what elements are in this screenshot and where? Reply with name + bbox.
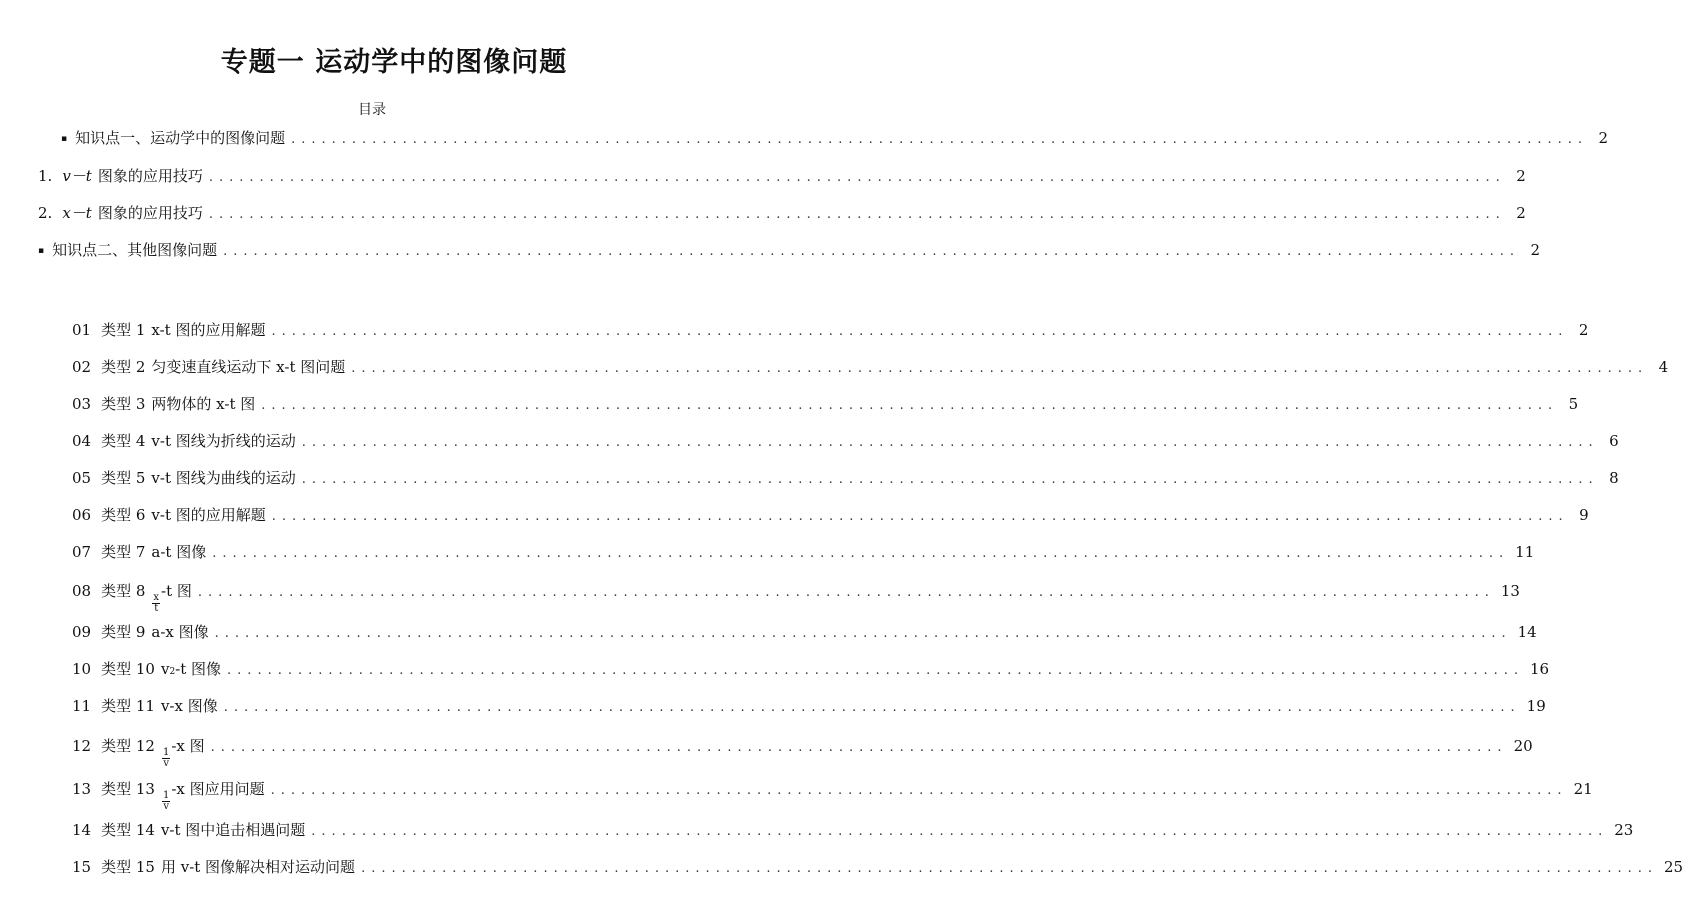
page-number: 2 [1530, 241, 1541, 259]
entry-type: 类型 1 [101, 321, 146, 339]
page-number: 23 [1614, 821, 1634, 839]
entry-number: 09 [72, 623, 92, 641]
toc-entry-text: -x 图 [171, 737, 205, 755]
entry-type: 类型 7 [101, 543, 146, 561]
toc-entry-text: v-t 图线为折线的运动 [151, 432, 296, 450]
toc-entry-text: -t 图 [161, 582, 192, 600]
dot-leader: ................................................................................................................................ [210, 740, 1508, 755]
page-number: 16 [1529, 660, 1550, 678]
toc-entry-knowledge-2[interactable] [38, 240, 1541, 263]
entry-type: 类型 13 [101, 780, 155, 798]
entry-number: 15 [72, 858, 92, 876]
toc-entry-type-09[interactable] [72, 622, 1537, 644]
entry-number: 10 [72, 660, 92, 678]
page-number: 11 [1515, 543, 1535, 561]
dot-leader: ................................................................................................................................ [223, 244, 1521, 259]
entry-number: 02 [72, 358, 92, 376]
page-number: 13 [1500, 582, 1520, 600]
toc-entry-text: 两物体的 x-t 图 [151, 395, 256, 413]
toc-entry-type-05[interactable] [72, 468, 1619, 490]
fraction-numerator: 1 [162, 747, 170, 758]
toc-entry-text: 图象的应用技巧 [97, 204, 203, 222]
toc-entry-xt-tips[interactable] [38, 203, 1526, 225]
page-number: 4 [1658, 358, 1669, 376]
entry-number: 14 [72, 821, 92, 839]
entry-type: 类型 12 [101, 737, 155, 755]
toc-entry-text: -t 图像 [175, 660, 222, 678]
toc-entry-text: x-t 图的应用解题 [151, 321, 266, 339]
entry-type: 类型 3 [101, 395, 146, 413]
toc-entry-vt-tips[interactable] [38, 166, 1526, 188]
toc-entry-text: 用 v-t 图像解决相对运动问题 [160, 858, 356, 876]
fraction [152, 593, 160, 614]
page-number: 6 [1609, 432, 1619, 450]
fraction [162, 791, 170, 812]
toc-entry-text: 匀变速直线运动下 x-t 图问题 [151, 358, 346, 376]
dot-leader: ................................................................................................................................ [271, 324, 1569, 339]
entry-number: 03 [72, 395, 92, 413]
toc-entry-text: a-t 图像 [151, 543, 207, 561]
entry-variable: v－t [62, 167, 92, 185]
toc-entry-type-15[interactable] [72, 857, 1683, 879]
toc-entry-text: a-x 图像 [151, 623, 209, 641]
toc-entry-type-07[interactable] [72, 542, 1535, 564]
entry-number: 11 [72, 697, 92, 715]
toc-entry-text: v-x 图像 [160, 697, 218, 715]
dot-leader: ................................................................................................................................ [351, 361, 1649, 376]
toc-entry-type-12[interactable] [72, 736, 1533, 769]
fraction-numerator: 1 [162, 790, 170, 801]
toc-entry-type-03[interactable] [72, 394, 1579, 416]
page-number: 8 [1609, 469, 1619, 487]
entry-number: 12 [72, 737, 92, 755]
toc-entry-text: v-t 图中追击相遇问题 [160, 821, 306, 839]
page-number: 2 [1598, 129, 1609, 147]
toc-entry-type-10[interactable] [72, 659, 1550, 682]
dot-leader: ................................................................................................................................ [212, 546, 1510, 561]
fraction-denominator: v [163, 758, 169, 769]
fraction [162, 748, 170, 769]
superscript: 2 [169, 667, 176, 677]
toc-entry-type-01[interactable] [72, 320, 1589, 342]
bullet-icon: ▪ [61, 134, 68, 144]
toc-entry-text: 图象的应用技巧 [97, 167, 203, 185]
entry-number: 01 [72, 321, 92, 339]
fraction-numerator: x [153, 592, 160, 603]
entry-number: 08 [72, 582, 92, 600]
toc-heading: 目录 [358, 102, 386, 118]
dot-leader: ................................................................................................................................ [208, 170, 1506, 185]
dot-leader: ................................................................................................................................ [223, 700, 1521, 715]
entry-variable: v [160, 660, 170, 678]
toc-entry-type-11[interactable] [72, 696, 1546, 718]
dot-leader: ................................................................................................................................ [291, 132, 1589, 147]
toc-entry-type-06[interactable] [72, 505, 1589, 527]
entry-type: 类型 14 [101, 821, 155, 839]
entry-variable: x－t [62, 204, 92, 222]
page-number: 19 [1526, 697, 1546, 715]
dot-leader: ................................................................................................................................ [214, 626, 1512, 641]
toc-entry-type-14[interactable] [72, 820, 1634, 842]
page-number: 2 [1516, 167, 1526, 185]
page-number: 14 [1517, 623, 1537, 641]
entry-number: 07 [72, 543, 92, 561]
entry-type: 类型 6 [101, 506, 146, 524]
toc-entry-type-08[interactable] [72, 581, 1520, 614]
entry-type: 类型 10 [101, 660, 155, 678]
dot-leader: ................................................................................................................................ [261, 398, 1559, 413]
entry-type: 类型 5 [101, 469, 146, 487]
entry-type: 类型 4 [101, 432, 146, 450]
page-number: 25 [1664, 858, 1683, 876]
entry-number: 06 [72, 506, 92, 524]
entry-number: 13 [72, 780, 92, 798]
entry-number: 2. [38, 204, 53, 222]
entry-type: 类型 2 [101, 358, 146, 376]
page-number: 9 [1579, 506, 1589, 524]
page-number: 21 [1573, 780, 1593, 798]
entry-type: 类型 9 [101, 623, 146, 641]
toc-entry-text: v-t 图线为曲线的运动 [151, 469, 296, 487]
toc-entry-text: -x 图应用问题 [171, 780, 265, 798]
toc-entry-text: 知识点二、其他图像问题 [52, 241, 218, 259]
toc-entry-knowledge-1[interactable] [61, 128, 1609, 151]
toc-entry-type-04[interactable] [72, 431, 1619, 453]
dot-leader: ................................................................................................................................ [271, 509, 1569, 524]
dot-leader: ................................................................................................................................ [227, 663, 1524, 678]
dot-leader: ................................................................................................................................ [301, 435, 1599, 450]
toc-entry-type-02[interactable] [72, 357, 1669, 379]
page-number: 5 [1568, 395, 1579, 413]
fraction-denominator: t [154, 603, 159, 614]
dot-leader: ................................................................................................................................ [270, 783, 1568, 798]
dot-leader: ................................................................................................................................ [311, 824, 1609, 839]
entry-type: 类型 8 [101, 582, 146, 600]
toc-entry-type-13[interactable] [72, 779, 1593, 812]
dot-leader: ................................................................................................................................ [208, 207, 1506, 222]
fraction-denominator: v [163, 801, 169, 812]
page-number: 2 [1516, 204, 1526, 222]
dot-leader: ................................................................................................................................ [197, 585, 1495, 600]
page-title: 专题一 运动学中的图像问题 [220, 47, 568, 78]
entry-number: 04 [72, 432, 92, 450]
bullet-icon: ▪ [38, 246, 45, 256]
entry-number: 05 [72, 469, 92, 487]
entry-number: 1. [38, 167, 53, 185]
entry-type: 类型 11 [101, 697, 155, 715]
entry-type: 类型 15 [101, 858, 155, 876]
dot-leader: ................................................................................................................................ [361, 861, 1658, 876]
page-number: 20 [1513, 737, 1533, 755]
page-number: 2 [1578, 321, 1589, 339]
toc-entry-text: v-t 图的应用解题 [151, 506, 266, 524]
dot-leader: ................................................................................................................................ [301, 472, 1599, 487]
toc-entry-text: 知识点一、运动学中的图像问题 [75, 129, 286, 147]
